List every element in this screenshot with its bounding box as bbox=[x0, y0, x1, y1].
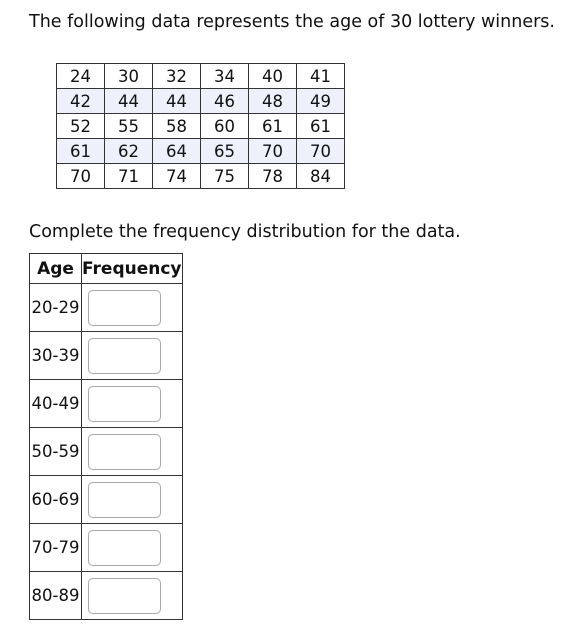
data-cell: 65 bbox=[201, 139, 249, 164]
data-row bbox=[57, 114, 345, 139]
ages-data-table bbox=[56, 63, 345, 189]
data-cell: 64 bbox=[153, 139, 201, 164]
freq-row bbox=[30, 476, 183, 524]
age-range-label: 20-29 bbox=[30, 284, 82, 332]
age-range-label: 80-89 bbox=[30, 572, 82, 620]
frequency-cell bbox=[82, 380, 183, 428]
freq-row bbox=[30, 284, 183, 332]
data-cell: 41 bbox=[297, 64, 345, 89]
frequency-cell bbox=[82, 572, 183, 620]
data-cell: 46 bbox=[201, 89, 249, 114]
age-range-label: 70-79 bbox=[30, 524, 82, 572]
frequency-input-50-59[interactable] bbox=[88, 434, 161, 470]
data-cell: 30 bbox=[105, 64, 153, 89]
frequency-input-40-49[interactable] bbox=[88, 386, 161, 422]
data-row bbox=[57, 89, 345, 114]
data-cell: 75 bbox=[201, 164, 249, 189]
data-cell: 32 bbox=[153, 64, 201, 89]
data-cell: 40 bbox=[249, 64, 297, 89]
freq-row bbox=[30, 572, 183, 620]
data-row bbox=[57, 164, 345, 189]
freq-row bbox=[30, 332, 183, 380]
data-cell: 42 bbox=[57, 89, 105, 114]
frequency-distribution-table bbox=[29, 253, 183, 620]
data-cell: 74 bbox=[153, 164, 201, 189]
data-cell: 52 bbox=[57, 114, 105, 139]
frequency-input-70-79[interactable] bbox=[88, 530, 161, 566]
data-cell: 24 bbox=[57, 64, 105, 89]
data-cell: 78 bbox=[249, 164, 297, 189]
data-cell: 49 bbox=[297, 89, 345, 114]
data-row bbox=[57, 64, 345, 89]
age-range-label: 50-59 bbox=[30, 428, 82, 476]
intro-text: The following data represents the age of 30 lottery winners. bbox=[29, 12, 555, 32]
frequency-column-header: Frequency bbox=[82, 254, 183, 284]
frequency-input-60-69[interactable] bbox=[88, 482, 161, 518]
freq-row bbox=[30, 428, 183, 476]
age-range-label: 30-39 bbox=[30, 332, 82, 380]
data-cell: 71 bbox=[105, 164, 153, 189]
frequency-cell bbox=[82, 284, 183, 332]
data-cell: 61 bbox=[297, 114, 345, 139]
age-column-header: Age bbox=[30, 254, 82, 284]
data-cell: 48 bbox=[249, 89, 297, 114]
frequency-input-80-89[interactable] bbox=[88, 578, 161, 614]
data-cell: 60 bbox=[201, 114, 249, 139]
data-cell: 55 bbox=[105, 114, 153, 139]
freq-row bbox=[30, 380, 183, 428]
frequency-input-30-39[interactable] bbox=[88, 338, 161, 374]
data-cell: 44 bbox=[105, 89, 153, 114]
age-range-label: 60-69 bbox=[30, 476, 82, 524]
data-cell: 61 bbox=[249, 114, 297, 139]
data-row bbox=[57, 139, 345, 164]
data-cell: 44 bbox=[153, 89, 201, 114]
data-cell: 70 bbox=[297, 139, 345, 164]
data-cell: 61 bbox=[57, 139, 105, 164]
frequency-cell bbox=[82, 476, 183, 524]
freq-row bbox=[30, 524, 183, 572]
data-cell: 70 bbox=[57, 164, 105, 189]
data-cell: 58 bbox=[153, 114, 201, 139]
data-cell: 84 bbox=[297, 164, 345, 189]
frequency-cell bbox=[82, 428, 183, 476]
data-cell: 70 bbox=[249, 139, 297, 164]
freq-header-row bbox=[30, 254, 183, 284]
data-cell: 34 bbox=[201, 64, 249, 89]
frequency-cell bbox=[82, 524, 183, 572]
data-cell: 62 bbox=[105, 139, 153, 164]
frequency-input-20-29[interactable] bbox=[88, 290, 161, 326]
instruction-text: Complete the frequency distribution for the data. bbox=[29, 222, 461, 242]
frequency-cell bbox=[82, 332, 183, 380]
age-range-label: 40-49 bbox=[30, 380, 82, 428]
